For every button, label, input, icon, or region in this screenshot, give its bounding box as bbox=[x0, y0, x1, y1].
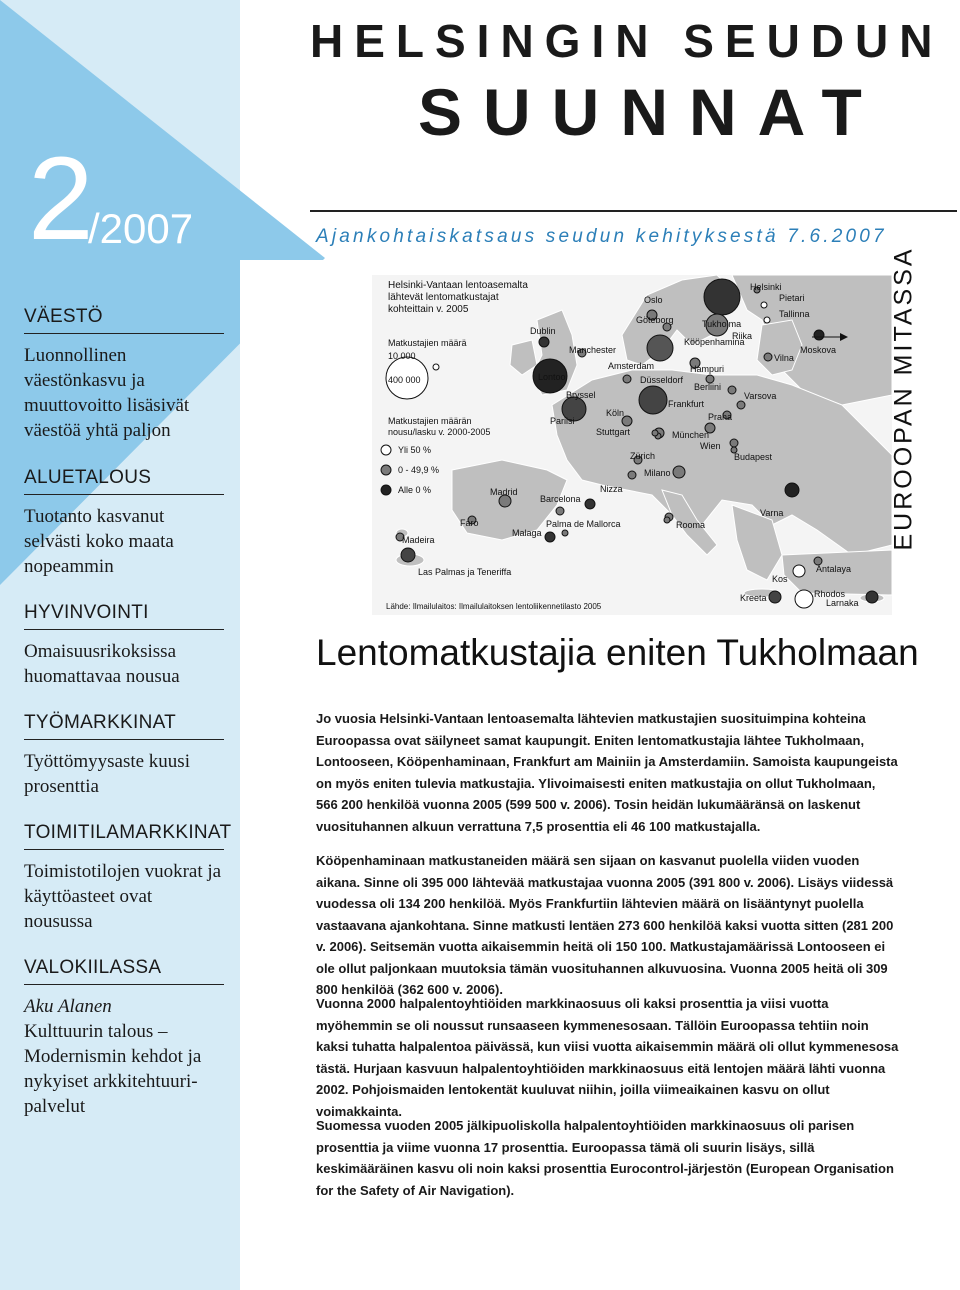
city-label: Madeira bbox=[402, 535, 435, 545]
city-label: Larnaka bbox=[826, 598, 859, 608]
city-label: Köln bbox=[606, 408, 625, 418]
europe-side-label bbox=[889, 246, 920, 551]
city-label: Barcelona bbox=[540, 494, 581, 504]
city-label: Vilna bbox=[774, 353, 794, 363]
city-label: Rooma bbox=[676, 520, 706, 530]
city-label: Las Palmas ja Teneriffa bbox=[418, 567, 512, 577]
article-paragraph: Vuonna 2000 halpalentoyhtiöiden markkinaosuus oli kaksi prosenttia ja viisi vuotta myöhemmin se oli noussut runsaaseen kymmenesosaan. Tällöin Euroopassa tehtiin noin kaksi tuhatta halpalentoa päivässä, kun viisi vuotta aikaisemmin määrä oli ollut kymmenesosa tästä. Hurjaan kasvuun halpalentoyhtiöiden markkinaosuus eitä lentojen määrä lähti vuonna 2002. Pohjoismaiden lentokentät kuuluvat niihin, joilla viimeaikainen kasvu on ollut voimakkainta. bbox=[316, 996, 899, 1119]
europe-map bbox=[372, 275, 892, 615]
publication-title-line2: SUUNNAT bbox=[418, 75, 883, 149]
city-label: Oslo bbox=[644, 295, 663, 305]
map-title: Helsinki-Vantaan lentoasemalta lähtevät lentomatkustajat kohteittain v. 2005 bbox=[388, 280, 528, 315]
legend-size-small: 400 000 bbox=[388, 375, 421, 385]
city-label: Faro bbox=[460, 518, 479, 528]
city-label: Bryssel bbox=[566, 390, 596, 400]
city-label: Malaga bbox=[512, 528, 542, 538]
sidebar-section-toimitilamarkkinat[interactable] bbox=[24, 822, 232, 934]
publication-subtitle: Ajankohtaiskatsaus seudun kehityksestä 7.6.2007 bbox=[316, 226, 887, 247]
legend-size-title: Matkustajien määrä bbox=[388, 338, 467, 348]
city-label: Madrid bbox=[490, 487, 518, 497]
city-label: Berliini bbox=[694, 382, 722, 392]
legend-small-circle bbox=[433, 364, 439, 370]
masthead-rule bbox=[310, 210, 957, 212]
sidebar-text: Luonnollinen väestönkasvu ja muuttovoitto lisäsivät väestöä yhtä paljon bbox=[24, 345, 190, 441]
city-label: Lontoo bbox=[538, 372, 566, 382]
sidebar-section-vaesto[interactable] bbox=[24, 306, 224, 443]
city-label: Antalaya bbox=[816, 564, 852, 574]
legend-item-below0: Alle 0 % bbox=[398, 485, 432, 495]
city-label: Tukholma bbox=[702, 319, 742, 329]
sidebar-text: Toimistotilojen vuokrat ja käyttöasteet ovat nousussa bbox=[24, 861, 222, 932]
sidebar-text: Kulttuurin talous – Modernismin kehdot ja nykyiset arkkitehtuuripalvelut bbox=[24, 1021, 202, 1117]
city-label: Riika bbox=[732, 331, 753, 341]
article-paragraph: Kööpenhaminaan matkustaneiden määrä sen sijaan on kasvanut puolella viiden vuoden aikana. Sinne oli 395 000 lähtevää matkustajaa vuonna 2005 (391 800 v. 2006). Lisäys viidessä vuodessa oli 134 200 henkilöä. Myös Frankfurtiin lähtevien määrä on lisääntynyt puolella vastaavana ajankohtana. Sinne matkusti lentäen 273 600 henkilöä kaksi vuotta sitten (281 200 v. 2006). Seitsemän vuotta aikaisemmin heitä oli 150 100. Matkustajamäärissä Lontooseen ei ole ollut paljonkaan muutoksia tämän vuosituhannen alkuvuosina. Vuonna 2005 heitä oli 309 800 henkilöä (362 600 v. 2006). bbox=[316, 853, 894, 997]
city-label: Tallinna bbox=[779, 309, 810, 319]
city-label: Helsinki bbox=[750, 282, 782, 292]
city-label: Rhodos bbox=[814, 589, 846, 599]
city-label: Varna bbox=[760, 508, 784, 518]
city-label: Kreeta bbox=[740, 593, 767, 603]
sidebar-section-tyomarkkinat[interactable] bbox=[24, 712, 224, 799]
sidebar-heading: VÄESTÖ bbox=[24, 306, 224, 334]
map-source: Lähde: Ilmailulaitos: Ilmailulaitoksen lentoliikennetilasto 2005 bbox=[386, 602, 602, 611]
article-paragraph: Jo vuosia Helsinki-Vantaan lentoasemalta lähtevien matkustajien suosituimpina kohteina Euroopassa ovat säilyneet samat kaupungit. Eniten lentomatkustajia lähtee Tukholmaan, Lontooseen, Kööpenhaminaan, Frankfurt am Mainiin ja Amsterdamiin. Samoista kaupungeista on myös eniten tulevia matkustajia. Ylivoimaisesti eniten matkustajia on ollut Tukholmaan, 566 200 henkilöä vuonna 2005 (599 500 v. 2006). Tosin heidän lukumääränsä on laskenut vuosituhannen alkuun verrattuna 7,5 prosenttia eli 46 100 matkustajalla. bbox=[316, 711, 898, 834]
city-label: Nizza bbox=[600, 484, 623, 494]
city-label: Stuttgart bbox=[596, 427, 631, 437]
sidebar-text: Tuotanto kasvanut selvästi koko maata nopeammin bbox=[24, 506, 174, 577]
city-label: Wien bbox=[700, 441, 721, 451]
legend-swatch-0to50 bbox=[381, 465, 391, 475]
legend-swatch-below0 bbox=[381, 485, 391, 495]
city-label: Zürich bbox=[630, 451, 656, 461]
sidebar-text: Työttömyysaste kuusi prosenttia bbox=[24, 751, 190, 797]
city-label: München bbox=[672, 430, 710, 440]
city-label: Budapest bbox=[734, 452, 773, 462]
sidebar-heading: ALUETALOUS bbox=[24, 467, 224, 495]
city-label: Pietari bbox=[779, 293, 805, 303]
legend-change-title: Matkustajien määrän nousu/lasku v. 2000-2005 bbox=[388, 416, 491, 437]
sidebar-section-valokiilassa[interactable] bbox=[24, 957, 224, 1119]
city-label: Kos bbox=[772, 574, 788, 584]
map-graphic bbox=[372, 275, 892, 615]
sidebar-author: Aku Alanen bbox=[24, 996, 112, 1017]
legend-item-over50: Yli 50 % bbox=[398, 445, 432, 455]
legend-item-0to50: 0 - 49,9 % bbox=[398, 465, 440, 475]
article-headline: Lentomatkustajia eniten Tukholmaan bbox=[316, 632, 919, 673]
city-label: Moskova bbox=[800, 345, 837, 355]
city-label: Hampuri bbox=[690, 364, 725, 374]
legend-size-large: 10 000 bbox=[388, 351, 416, 361]
sidebar-heading: TOIMITILAMARKKINAT bbox=[24, 822, 224, 850]
legend-swatch-over50 bbox=[381, 445, 391, 455]
sidebar-text-block bbox=[24, 994, 224, 1119]
city-label: Palma de Mallorca bbox=[546, 519, 621, 529]
city-label: Manchester bbox=[569, 345, 617, 355]
city-label: Frankfurt bbox=[668, 399, 705, 409]
city-label: Düsseldorf bbox=[640, 375, 684, 385]
publication-title-line1: HELSINGIN SEUDUN bbox=[310, 15, 944, 67]
sidebar-section-hyvinvointi[interactable] bbox=[24, 602, 224, 689]
issue-year: /2007 bbox=[88, 205, 194, 252]
city-label: Milano bbox=[644, 468, 671, 478]
city-label: Dublin bbox=[530, 326, 556, 336]
city-label: Amsterdam bbox=[608, 361, 655, 371]
sidebar-heading: VALOKIILASSA bbox=[24, 957, 224, 985]
sidebar-section-aluetalous[interactable] bbox=[24, 467, 224, 579]
europe-side-label-text: EUROOPAN MITASSA bbox=[889, 246, 918, 551]
issue-number: 2 bbox=[28, 133, 94, 265]
city-label: Varsova bbox=[744, 391, 777, 401]
city-label: Göteborg bbox=[636, 315, 674, 325]
sidebar-heading: TYÖMARKKINAT bbox=[24, 712, 224, 740]
sidebar-text: Omaisuusrikoksissa huomattavaa nousua bbox=[24, 641, 180, 687]
city-label: Kööpenhamina bbox=[684, 337, 745, 347]
sidebar-heading: HYVINVOINTI bbox=[24, 602, 224, 630]
city-label: Pariisi bbox=[550, 416, 575, 426]
city-label: Praha bbox=[708, 412, 733, 422]
article-paragraph: Suomessa vuoden 2005 jälkipuoliskolla halpalentoyhtiöiden markkinaosuus oli parisen prosenttia ja viime vuonna 17 prosenttia. Euroopassa tämä oli suurin lisäys, sillä keskimääräinen kasvu oli noin kaksi prosenttia Eurocontrol-järjestön (European Organisation for the Safety of Air Navigation). bbox=[316, 1118, 894, 1198]
